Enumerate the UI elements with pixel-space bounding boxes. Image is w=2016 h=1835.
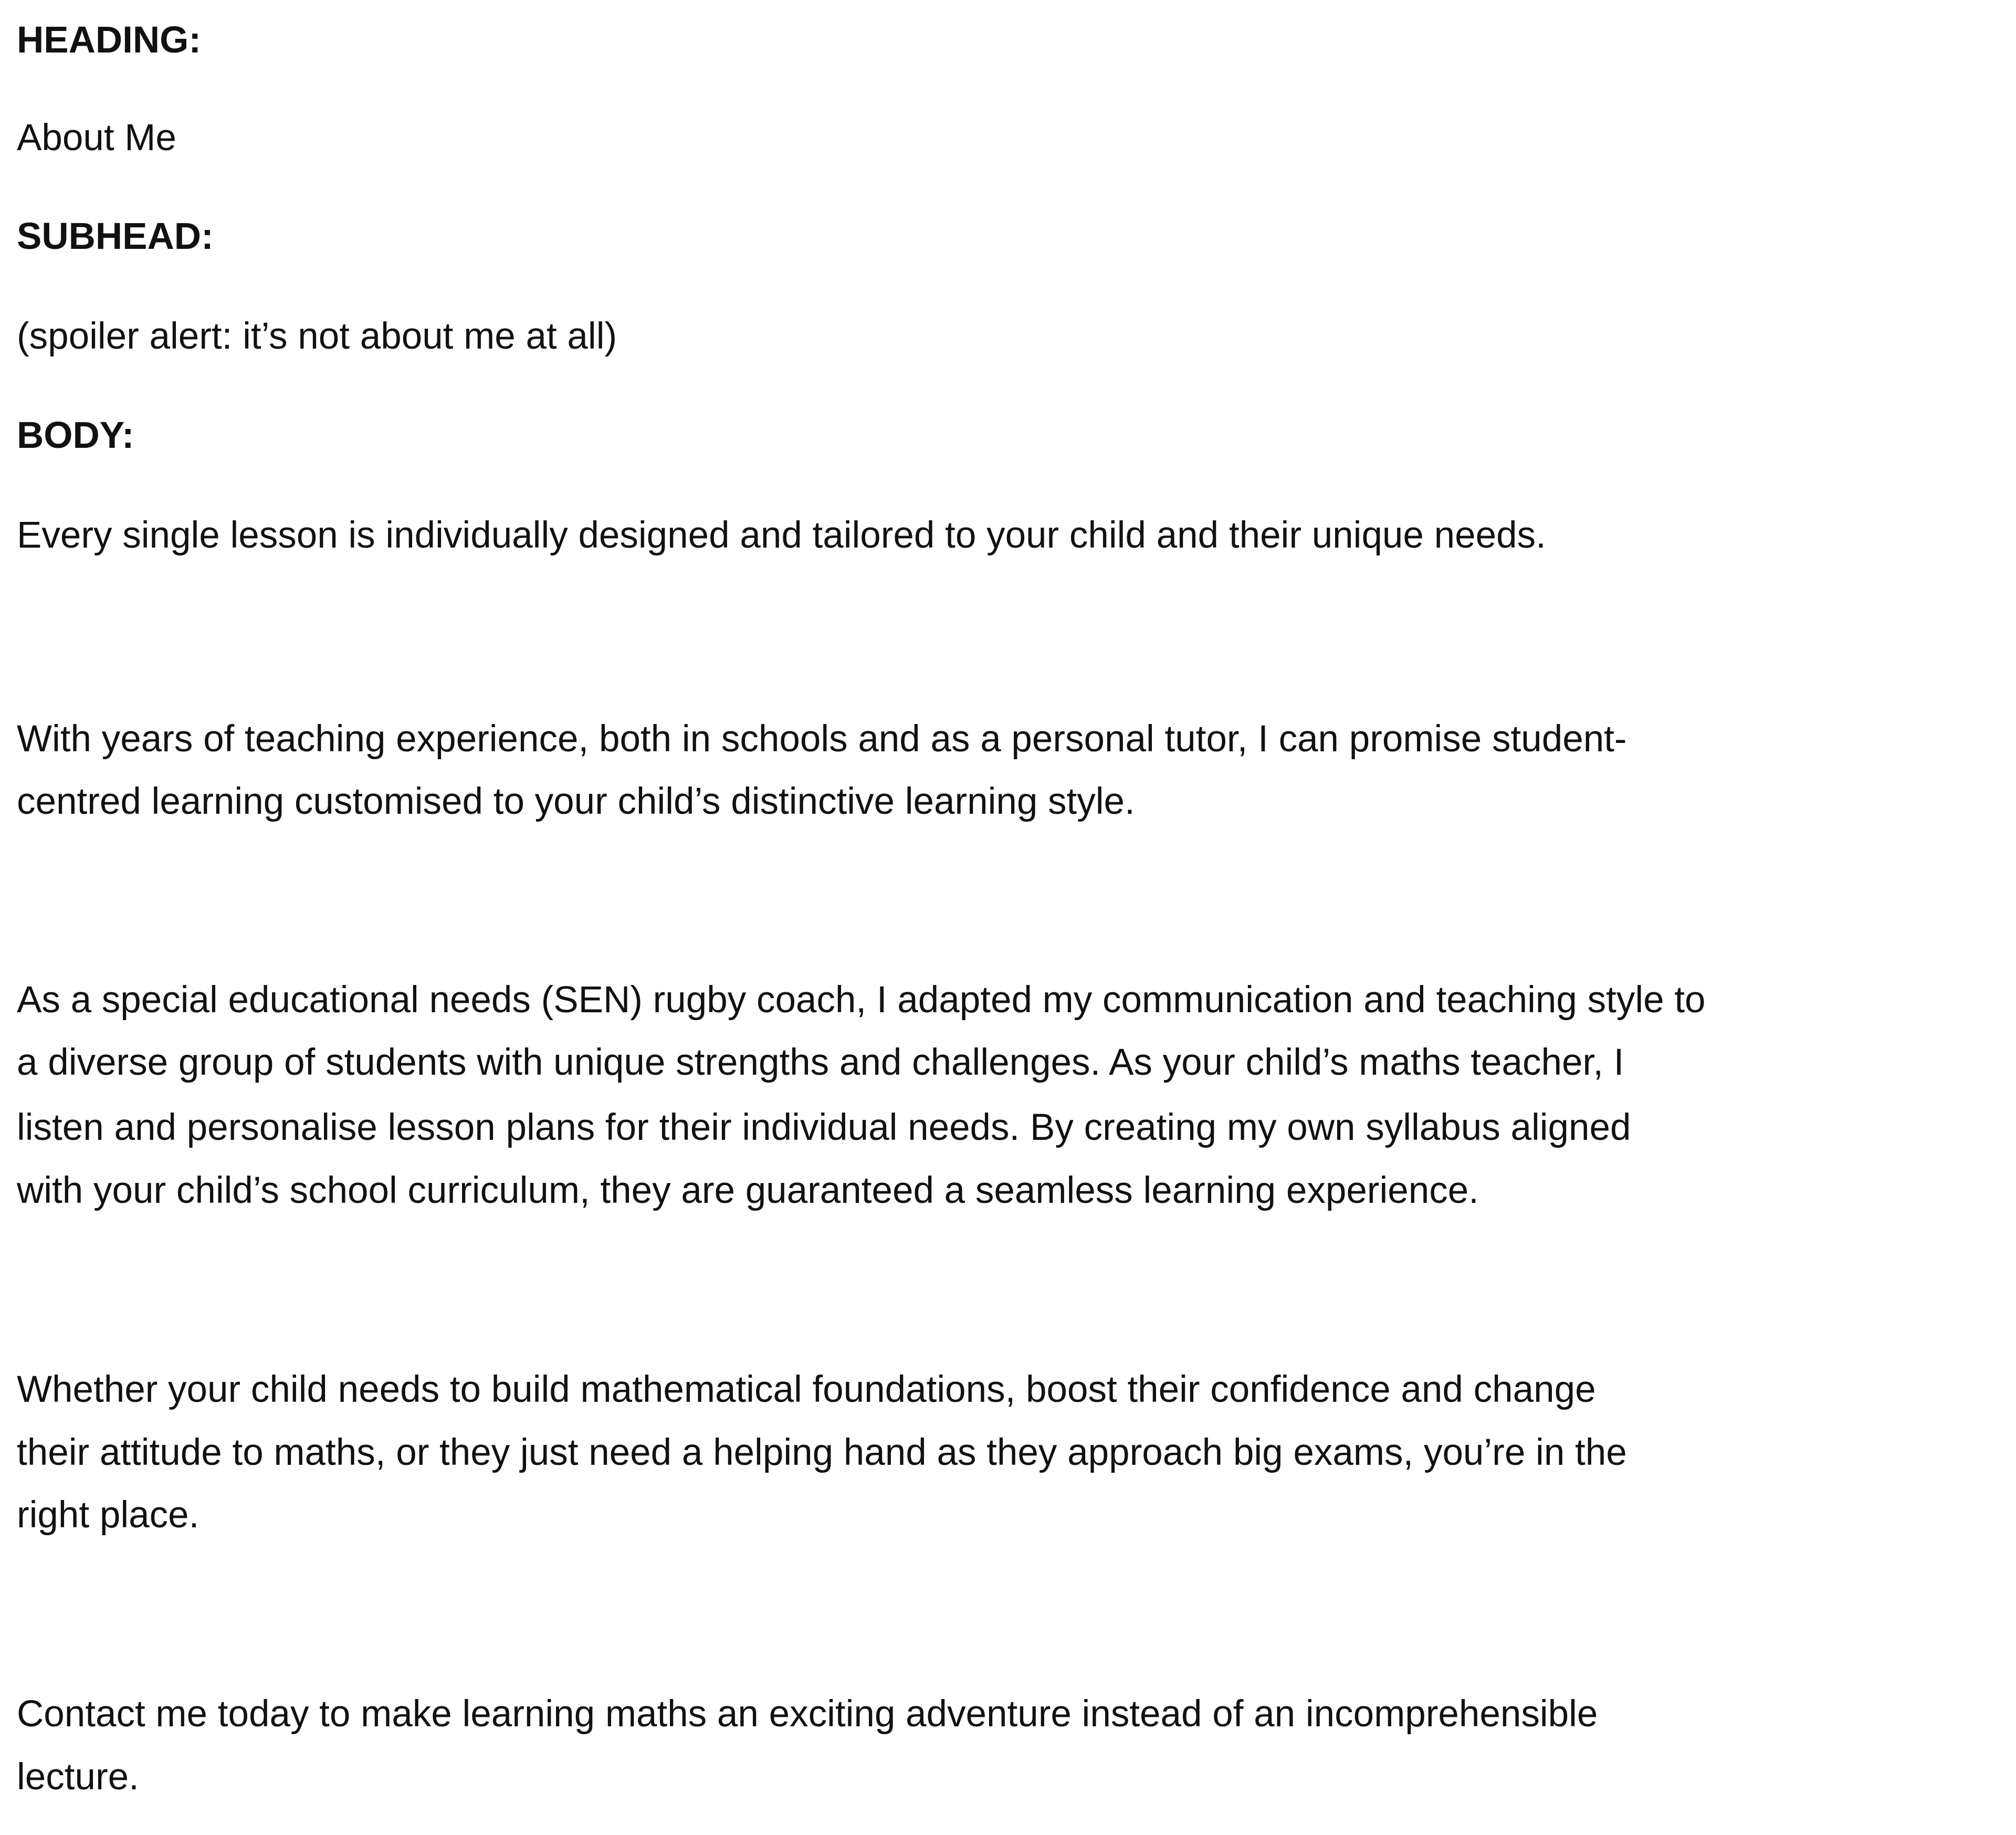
heading-label: HEADING: [17,19,202,61]
body-paragraph-3-line-1: As a special educational needs (SEN) rugby coach, I adapted my communication and teaching style to [17,979,1706,1021]
body-paragraph-4-line-3: right place. [17,1494,200,1536]
body-paragraph-2-line-2: centred learning customised to your child’s distinctive learning style. [17,781,1135,822]
body-paragraph-5-line-1: Contact me today to make learning maths an exciting adventure instead of an incomprehensible [17,1693,1598,1735]
body-label: BODY: [17,415,134,456]
body-paragraph-1-line-1: Every single lesson is individually designed and tailored to your child and their unique needs. [17,515,1546,556]
subhead-text: (spoiler alert: it’s not about me at all) [17,316,617,357]
body-paragraph-3-line-2: a diverse group of students with unique strengths and challenges. As your child’s maths teacher, I [17,1042,1624,1083]
body-paragraph-4-line-1: Whether your child needs to build mathematical foundations, boost their confidence and change [17,1369,1596,1410]
heading-text: About Me [17,117,176,159]
body-paragraph-4-line-2: their attitude to maths, or they just need a helping hand as they approach big exams, you’re in the [17,1432,1627,1473]
subhead-label: SUBHEAD: [17,216,214,257]
body-paragraph-2-line-1: With years of teaching experience, both in schools and as a personal tutor, I can promise student- [17,718,1627,760]
body-paragraph-3-line-3: listen and personalise lesson plans for their individual needs. By creating my own syllabus aligned [17,1107,1631,1148]
body-paragraph-5-line-2: lecture. [17,1756,139,1798]
body-paragraph-3-line-4: with your child’s school curriculum, they are guaranteed a seamless learning experience. [17,1170,1479,1211]
